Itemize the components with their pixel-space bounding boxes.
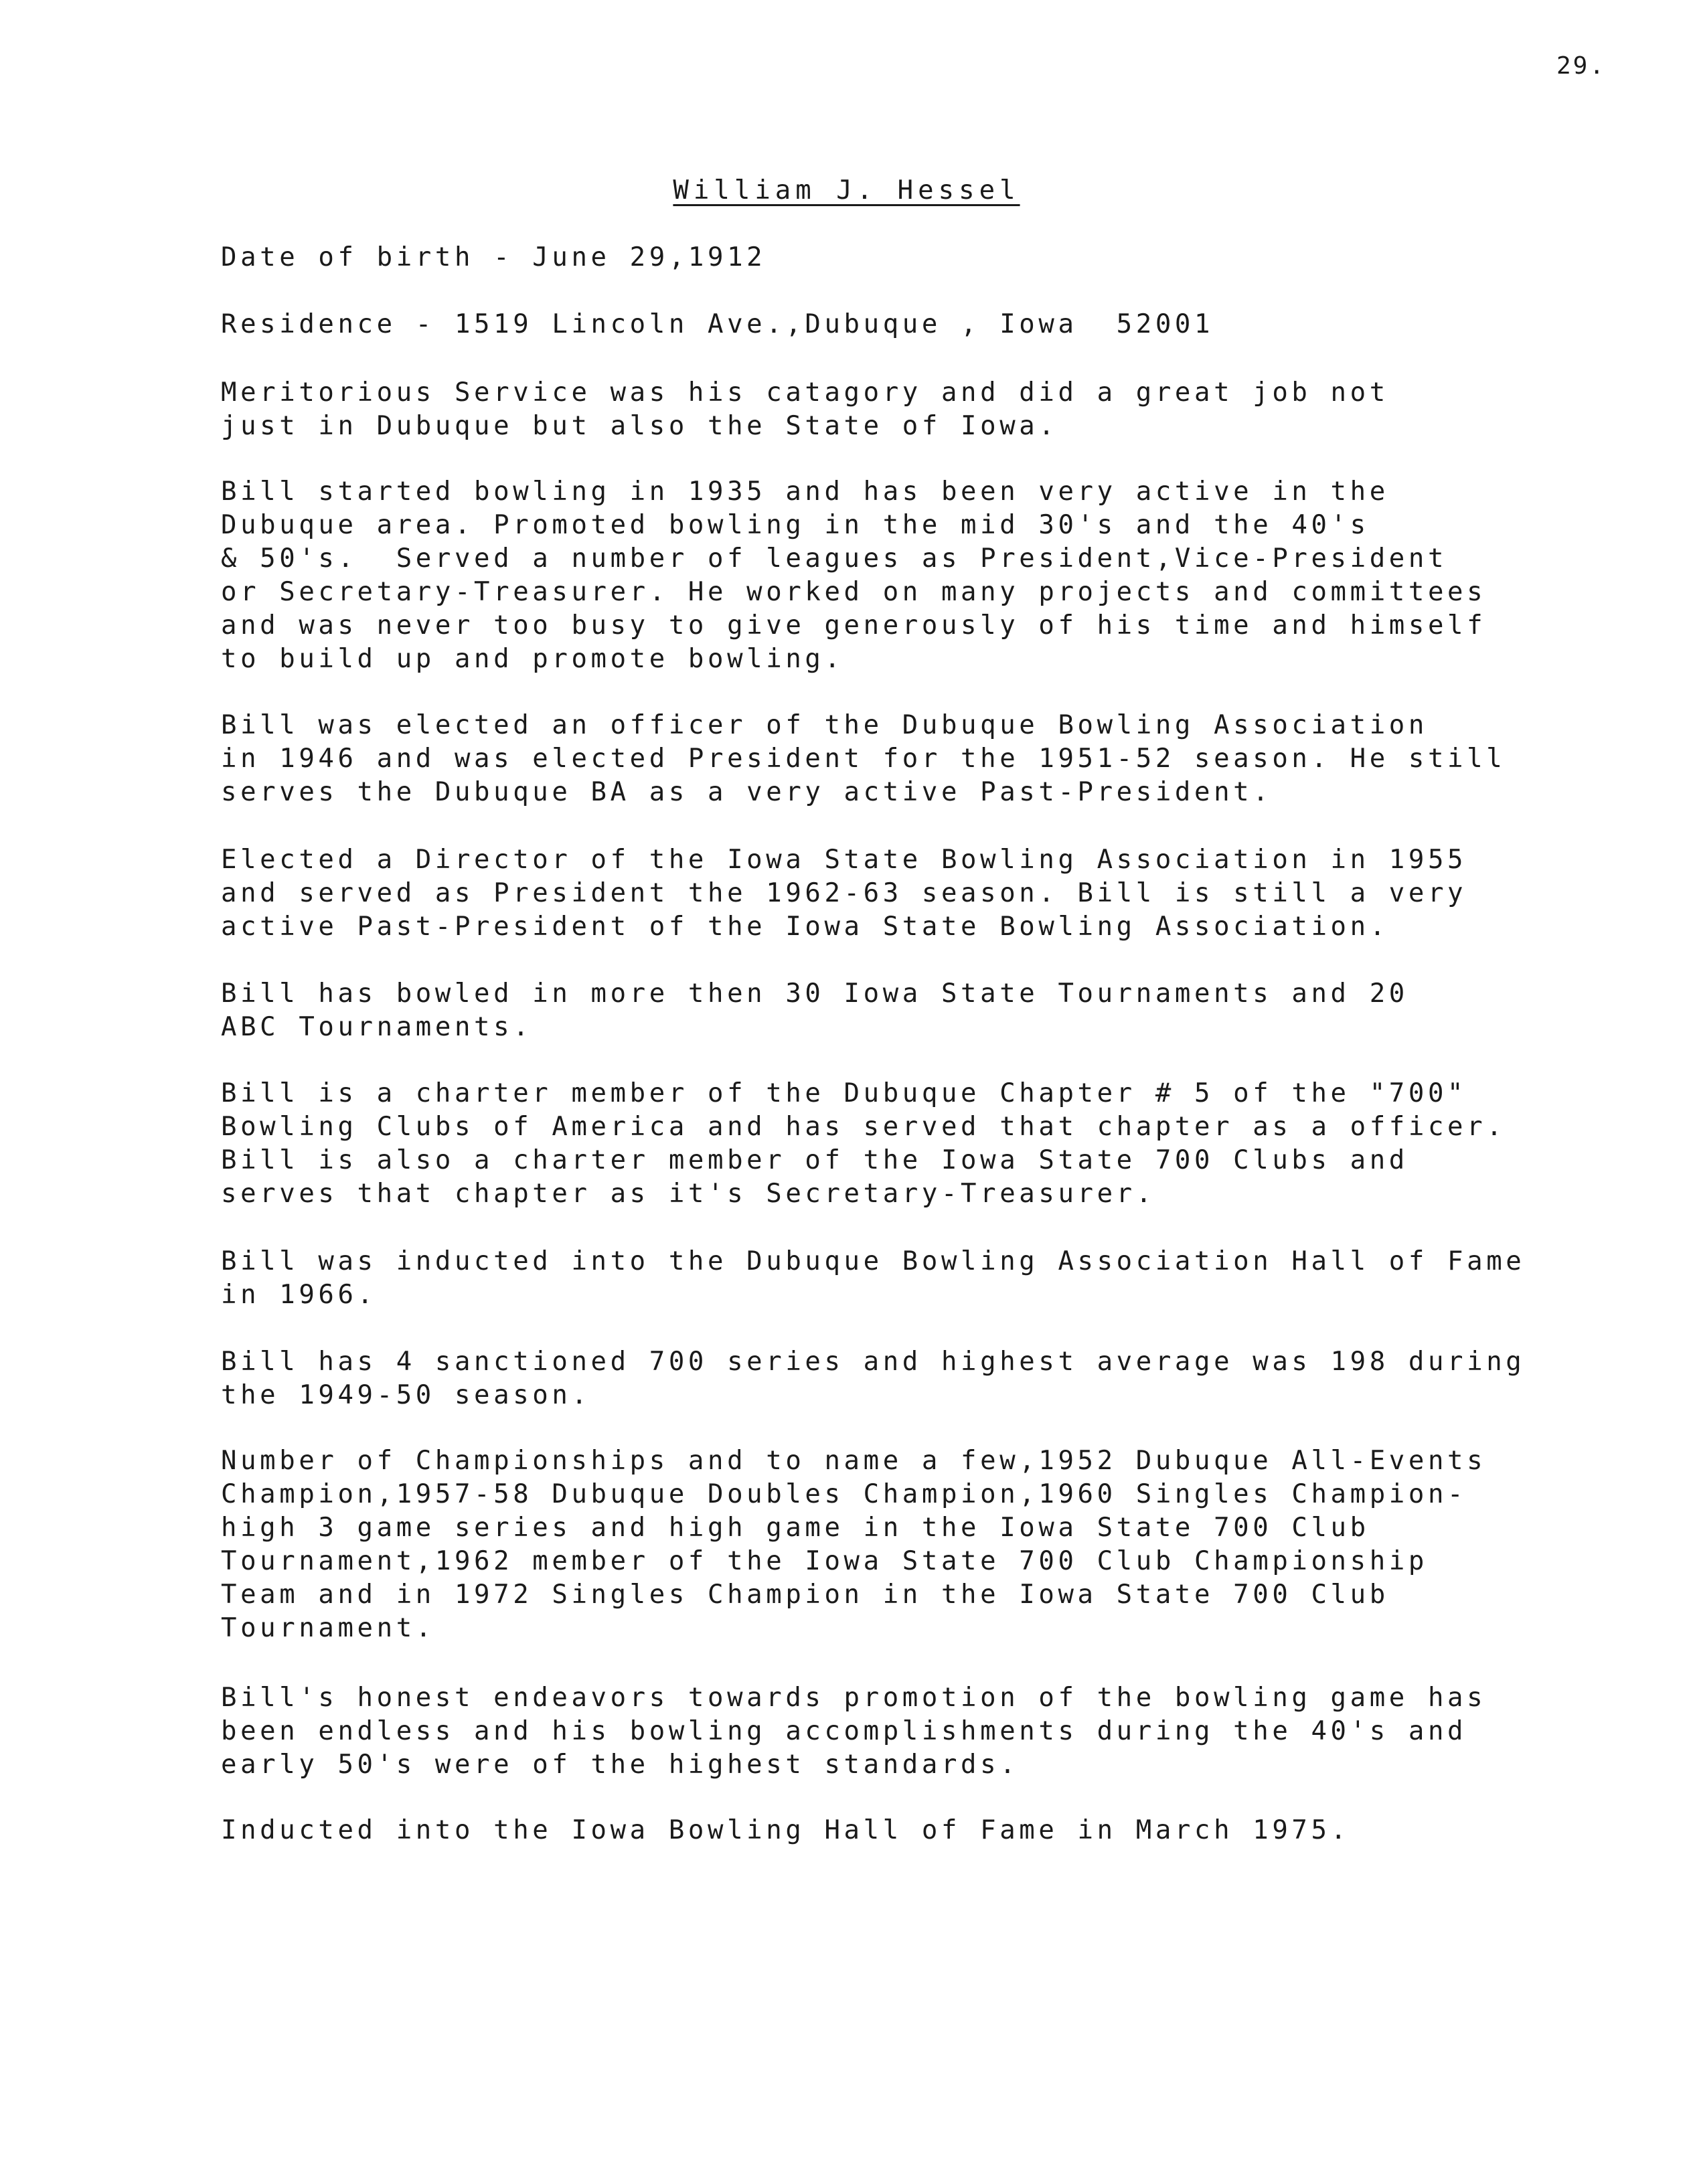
page-number: 29. [1556,52,1606,80]
paragraph-dubuque-ba: Bill was elected an officer of the Dubuque Bowling Association in 1946 and was elected President for the 1951-52 season. He still serves the Dubuque BA as a very active Past-President. [221,710,1506,807]
paragraph-endeavors: Bill's honest endeavors towards promotion of the bowling game has been endless and his bowling accomplishments during the 40's and early 50's were of the highest standards. [221,1683,1487,1780]
paragraph-iowa-hall-of-fame: Inducted into the Iowa Bowling Hall of Fame in March 1975. [221,1815,1350,1845]
date-of-birth: Date of birth - June 29,1912 [221,242,767,272]
paragraph-isba-director: Elected a Director of the Iowa State Bowling Association in 1955 and served as President the 1962-63 season. Bill is still a very active Past-President of the Iowa State Bowling Association. [221,845,1467,942]
paragraph-tournaments: Bill has bowled in more then 30 Iowa State Tournaments and 20 ABC Tournaments. [221,979,1408,1042]
paragraph-championships: Number of Championships and to name a few,1952 Dubuque All-Events Champion,1957-58 Dubuque Doubles Champion,1960 Singles Champion- high 3 game series and high game in the Iowa State 700 Club Tournament,1962 member of the Iowa State 700 Club Championship Team and in 1972 Singles Champion in the Iowa State 700 Club Tournament. [221,1446,1487,1643]
residence: Residence - 1519 Lincoln Ave.,Dubuque , Iowa 52001 [221,309,1214,339]
document-title: William J. Hessel [673,175,1020,205]
paragraph-bowling-history: Bill started bowling in 1935 and has been very active in the Dubuque area. Promoted bowling in the mid 30's and the 40's & 50's. Served a number of leagues as President,Vice-President or Secretary-Treasurer. He worked on many projects and committees and was never too busy to give generously of his time and himself to build up and promote bowling. [221,477,1487,674]
paragraph-series-average: Bill has 4 sanctioned 700 series and highest average was 198 during the 1949-50 season. [221,1347,1526,1410]
paragraph-dubuque-hall-of-fame: Bill was inducted into the Dubuque Bowling Association Hall of Fame in 1966. [221,1246,1526,1310]
paragraph-700-club: Bill is a charter member of the Dubuque Chapter # 5 of the "700" Bowling Clubs of America and has served that chapter as a officer. Bill is also a charter member of the Iowa State 700 Clubs and serves that chapter as it's Secretary-Treasurer. [221,1078,1506,1209]
paragraph-category: Meritorious Service was his catagory and did a great job not just in Dubuque but also the State of Iowa. [221,377,1389,441]
